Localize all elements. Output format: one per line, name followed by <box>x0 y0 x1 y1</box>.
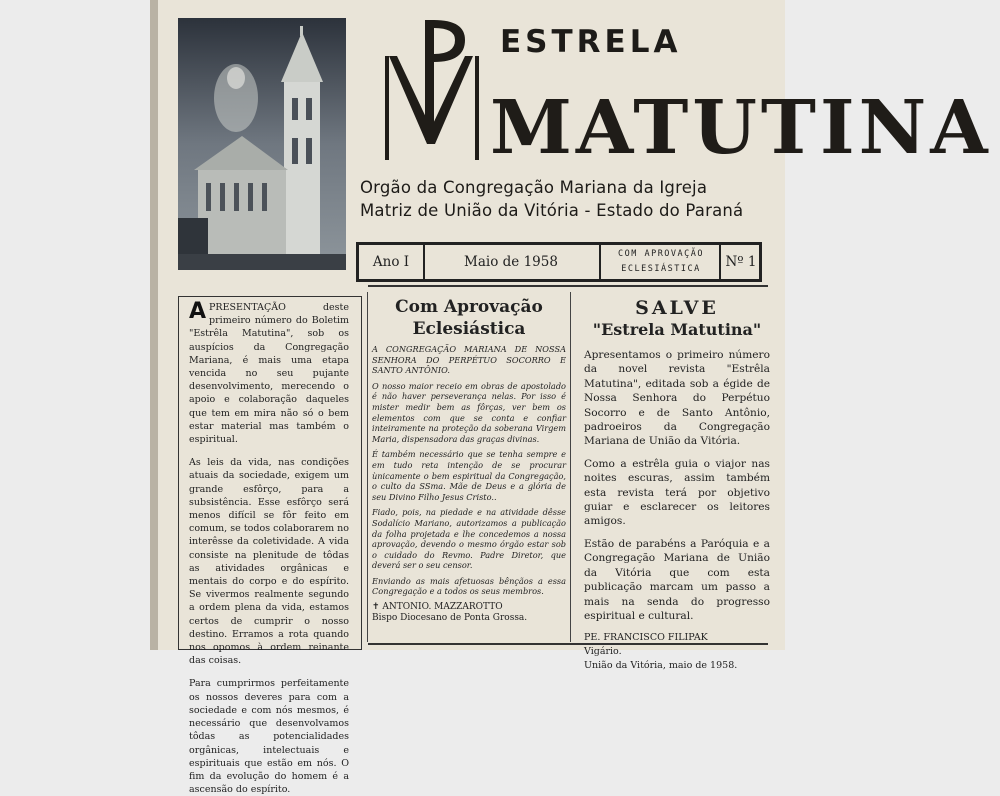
salve-subtitle: "Estrela Matutina" <box>592 320 762 339</box>
presentation-column <box>178 296 362 796</box>
approval-column <box>372 296 566 623</box>
approval-stamp <box>599 245 721 279</box>
church-photo <box>178 18 346 270</box>
approval-para3: É também necessário que se tenha sempre e em tudo reta intenção de se procurar ùnicamente o bem espiritual da Congregação, o culto da SSma. Mãe de Deus e a glória de seu Divino Filho Jesus Cristo.. <box>372 449 566 502</box>
approval-line2: ECLESIÁSTICA <box>621 264 701 274</box>
presentation-para1 <box>189 301 349 446</box>
column-divider-2 <box>570 292 571 642</box>
issue-number: Nº 1 <box>719 245 761 279</box>
vicar-signature-name: PE. FRANCISCO FILIPAK <box>584 632 708 644</box>
salve-para1: Apresentamos o primeiro número da novel revista "Estrêla Matutina", editada sob a égide de Nossa Senhora do Perpétuo Socorro e de Santo Antônio, padroeiros da Congregação Mariana de União da Vitória. <box>584 349 770 448</box>
masthead-subtitle-line2: Matriz de União da Vitória - Estado do Paraná <box>360 201 744 220</box>
rule-top <box>368 285 768 287</box>
masthead-title: ESTRELA <box>500 24 682 60</box>
approval-title-line1: Com Aprovação <box>395 297 543 317</box>
issue-date: Maio de 1958 <box>464 254 558 270</box>
vicar-signature-title: Vigário. <box>584 646 622 658</box>
bishop-signature-title: Bispo Diocesano de Ponta Grossa. <box>372 612 528 623</box>
column-divider-1 <box>367 292 368 642</box>
drop-cap: A <box>189 299 207 324</box>
vicar-signature-place: União da Vitória, maio de 1958. <box>584 660 738 672</box>
salve-title: SALVE <box>635 297 719 319</box>
approval-para5: Enviando as mais afetuosas bênçãos a essa Congregação e a todos os seus membros. <box>372 575 566 597</box>
presentation-para1-text: PRESENTAÇÃO deste primeiro número do Boletim "Estrêla Matutina", sob os auspícios da Congregação Mariana, é mais uma etapa vencida no seu pujante desenvolvimento, merecendo o apoio e colaboração daqueles que tem em mira não só o bem estar material mas também o espiritual. <box>189 302 349 446</box>
approval-para4: Fiado, pois, na piedade e na atividade dêsse Sodalício Mariano, autorizamos a publicação da folha projetada e lhe concedemos a nossa aprovação, devendo o mesmo órgão estar sob o cuidado do Revmo. Padre Diretor, que deverá ser o seu censor. <box>372 507 566 571</box>
issue-year: Ano I <box>359 245 425 279</box>
bishop-signature-name: ✝ ANTONIO. MAZZAROTTO <box>372 602 503 613</box>
approval-title-line2: Eclesiástica <box>412 319 526 339</box>
salve-para2: Como a estrêla guia o viajor nas noites escuras, assim também esta revista terá por objetivo guiar e esclarecer os leitores amigos. <box>584 457 770 528</box>
presentation-para3: Para cumprirmos perfeitamente os nossos deveres para com a sociedade e com nós mesmos, é necessário que desenvolvamos tôdas as potencialidades orgânicas, intelectuais e espirituais que estão em nós. O fim da evolução do homem é a ascensão do espírito. <box>189 678 349 796</box>
issue-info-bar <box>356 242 762 282</box>
approval-para1: A CONGREGAÇÃO MARIANA DE NOSSA SENHORA DO PERPÉTUO SOCORRO E SANTO ANTÔNIO. <box>372 344 566 376</box>
presentation-para2: As leis da vida, nas condições atuais da sociedade, exigem um grande esfôrço, para a subsistência. Esse esfôrço será menos difícil se fôr feito em comum, se todos colaborarem no interêsse da coletividade. A vida consiste na plenitude de tôdas as atividades orgânicas e mentais do corpo e do espírito. Se vivermos realmente segundo a ordem plena da vida, estamos certos de cumprir o nosso destino. Erramos a rota quando nos opomos à ordem reinante das coisas. <box>189 457 349 667</box>
salve-para3: Estão de parabéns a Paróquia e a Congregação Mariana de União da Vitória que com esta publicação marcam um passo a mais na senda do progresso espiritual e cultural. <box>584 537 770 622</box>
approval-line1: COM APROVAÇÃO <box>617 249 705 259</box>
masthead-subtitle-line1: Orgão da Congregação Mariana da Igreja <box>360 178 708 197</box>
svg-text:MATUTINA: MATUTINA <box>490 85 992 171</box>
salve-column <box>584 296 770 673</box>
approval-para2: O nosso maior receio em obras de apostolado é não haver perseverança nelas. Por isso é mister medir bem as fôrças, ver bem os elementos com que se conta e confiar inteiramente na proteção da soberana Virgem Maria, dispensadora das graças divinas. <box>372 380 566 444</box>
